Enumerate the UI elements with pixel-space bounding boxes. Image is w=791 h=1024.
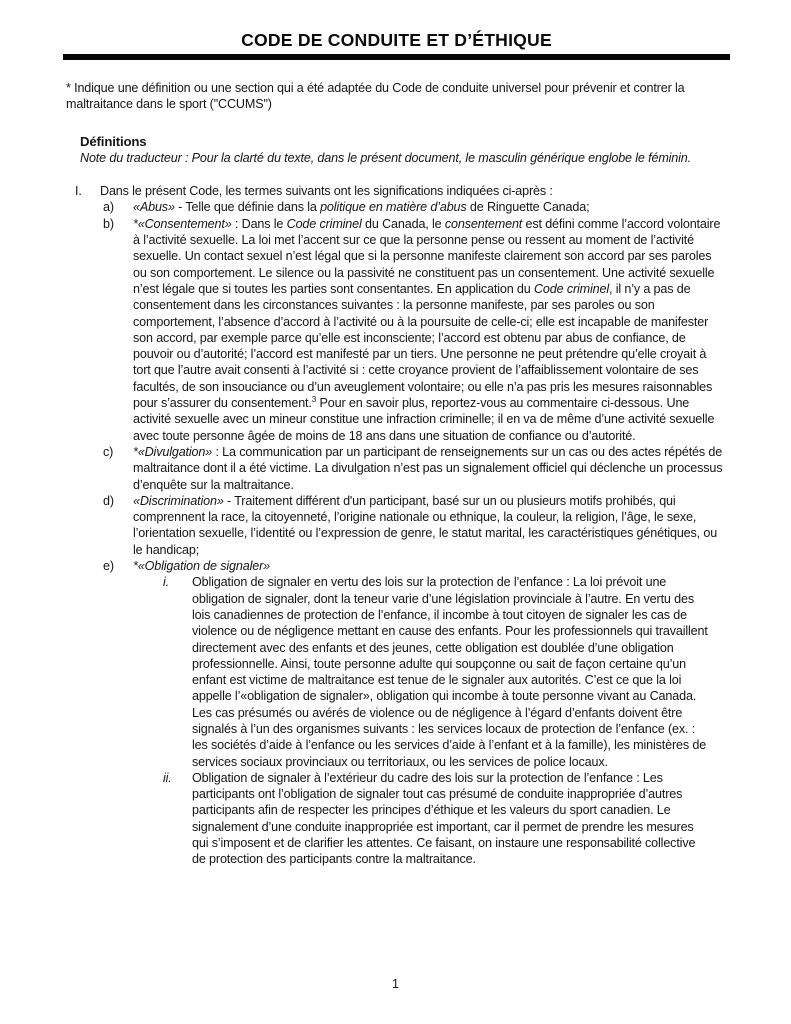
definition-entry-c (103, 444, 727, 493)
entry-text: *«Divulgation» : La communication par un participant de renseignements sur un cas ou des actes répétés de maltraitance dont il a été victime. La divulgation n’est pas un signalement officiel qui déclenche un processus d’enquête sur la maltraitance. (133, 444, 723, 492)
list-item-I (75, 183, 727, 199)
entry-text: «Discrimination» - Traitement différent d'un participant, basé sur un ou plusieurs motifs prohibés, qui comprennent la race, la citoyenneté, l’origine nationale ou ethnique, la couleur, la religion, l’âge, le sexe, l’orientation sexuelle, l’identité ou l’expression de genre, le statut marital, les caractéristiques génétiques, ou le handicap; (133, 493, 718, 557)
sub-entry-marker: i. (163, 575, 169, 590)
entry-marker: e) (103, 559, 114, 574)
entry-text: *«Consentement» : Dans le Code criminel du Canada, le consentement est défini comme l’accord volontaire à l’activité sexuelle. La loi met l’accent sur ce que la personne pense ou ressent au moment de l’activité sexuelle. Un contact sexuel n’est légal que si la personne manifeste clairement son accord par ses paroles ou son comportement. Le silence ou la passivité ne constituent pas un consentement. Une activité sexuelle n’est légale que si toutes les parties sont consentantes. En application du Code criminel, il n’y a pas de consentement dans les circonstances suivantes : la personne manifeste, par ses paroles ou son comportement, l’absence d’accord à l’activité ou à la poursuite de celle-ci; elle est incapable de manifester son accord, par exemple parce qu’elle est inconsciente; l’accord est obtenu par abus de confiance, de pouvoir ou d’autorité; l’accord est manifesté par un tiers. Une personne ne peut prétendre qu’elle croyait à tort que l’autre avait consenti à l’activité si : cette croyance provient de l’affaiblissement volontaire de ses facultés, de son insouciance ou d’un aveuglement volontaire; ou elle n’a pas pris les mesures raisonnables pour s’assurer du consentement.$^3$ Pour en savoir plus, reportez-vous au commentaire ci-dessous. Une activité sexuelle avec un mineur constitue une infraction criminelle; il en va de même d’une activité sexuelle avec toute personne âgée de moins de 18 ans dans une situation de confiance ou d’autorité. (133, 216, 721, 443)
page-title: CODE DE CONDUITE ET D’ÉTHIQUE (241, 30, 552, 50)
translator-note: Note du traducteur : Pour la clarté du texte, dans le présent document, le masculin générique englobe le féminin. (80, 150, 692, 165)
entry-text: «Abus» - Telle que définie dans la politique en matière d’abus de Ringuette Canada; (133, 200, 590, 215)
entry-text: *«Obligation de signaler» (133, 559, 270, 574)
definition-entry-e (103, 558, 727, 574)
entry-marker: a) (103, 200, 114, 215)
entry-marker: d) (103, 493, 114, 508)
entry-marker: b) (103, 216, 114, 231)
definition-entry-b (103, 216, 727, 444)
list-item-marker: I. (75, 184, 82, 199)
sub-entry-ii (163, 770, 727, 868)
definition-entry-d (103, 493, 727, 558)
sub-entry-marker: ii. (163, 770, 172, 785)
entry-marker: c) (103, 444, 114, 459)
definitions-list (66, 183, 727, 867)
list-item-text: Dans le présent Code, les termes suivants ont les significations indiquées ci-après : (100, 184, 553, 199)
title-rule (63, 54, 730, 60)
sub-entry-text: Obligation de signaler à l’extérieur du cadre des lois sur la protection de l’enfance : Les participants ont l’obligation de signaler tout cas présumé de conduite inappropriée d’autres participants afin de respecter les principes d’éthique et les valeurs du sport canadien. Le signalement d’une conduite inappropriée est important, car il permet de prendre les mesures qui s’imposent et de clarifier les attentes. Ce faisant, on instaure une responsabilité collective de protection des participants contre la maltraitance. (192, 770, 696, 867)
definition-entry-a (103, 199, 727, 215)
page-number: 1 (392, 976, 399, 991)
asterisk-note: * Indique une définition ou une section qui a été adaptée du Code de conduite universel pour prévenir et contrer la maltraitance dans le sport ("CCUMS") (66, 81, 685, 112)
sub-entry-text: Obligation de signaler en vertu des lois sur la protection de l’enfance : La loi prévoit une obligation de signaler, dont la teneur varie d’une législation provinciale à l’autre. En vertu des lois canadiennes de protection de l’enfance, il incombe à tout citoyen de signaler les cas de violence ou de négligence mettant en cause des enfants. Pour les professionnels qui travaillent directement avec des enfants et des jeunes, cette obligation est doublée d’une obligation professionnelle. Ainsi, toute personne adulte qui soupçonne ou sait de façon certaine qu’un enfant est victime de maltraitance est tenue de le signaler aux autorités. C’est ce que la loi appelle l’«obligation de signaler», obligation qui incombe à toute personne vivant au Canada. Les cas présumés ou avérés de violence ou de négligence à l’égard d’enfants doivent être signalés à l’un des organismes suivants : les services locaux de protection de l’enfance (ex. : les sociétés d’aide à l’enfance ou les services d’aide à l’enfant et à la famille), les ministères de services sociaux provinciaux ou territoriaux, ou les services de police locaux. (192, 575, 708, 769)
definitions-heading: Définitions (80, 133, 147, 149)
sub-entry-i (163, 574, 727, 770)
